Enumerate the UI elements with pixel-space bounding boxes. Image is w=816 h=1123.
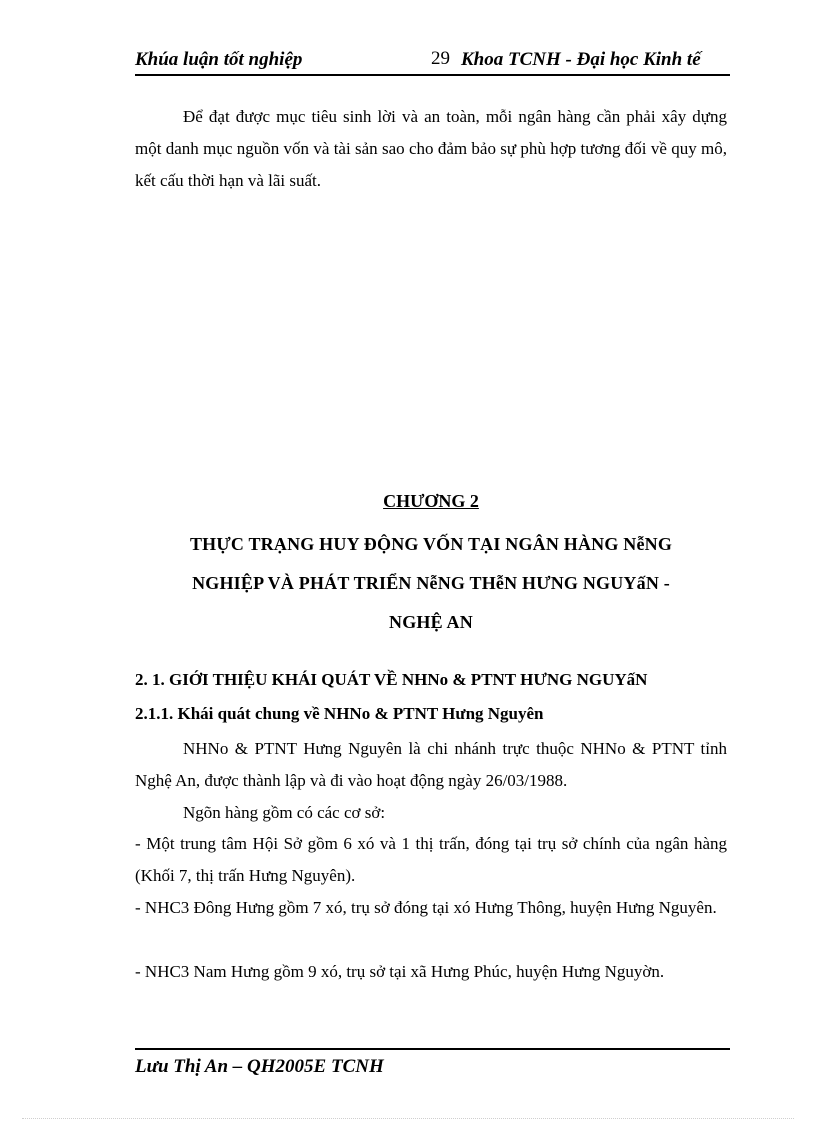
subsection-heading: 2.1.1. Khái quát chung về NHNo & PTNT Hưng Nguyên	[135, 704, 544, 723]
bullet-item: - NHC3 Đông Hưng gồm 7 xó, trụ sở đóng tại xó Hưng Thông, huyện Hưng Nguyên.	[135, 898, 717, 917]
chapter-subtitle-line: THỰC TRẠNG HUY ĐỘNG VỐN TẠI NGÂN HÀNG NễNG	[189, 534, 673, 554]
chapter-subtitle	[135, 525, 727, 642]
body-paragraph: Ngõn hàng gồm có các cơ sở:	[183, 803, 386, 822]
footer-author: Lưu Thị An – QH2005E TCNH	[135, 1056, 384, 1077]
bullet-item: - Một trung tâm Hội Sở gồm 6 xó và 1 thị trấn, đóng tại trụ sở chính của ngân hàng (Khối 7, thị trấn Hưng Nguyên).	[135, 834, 727, 885]
page-header	[135, 44, 730, 76]
chapter-subtitle-line: NGHIỆP VÀ PHÁT TRIỂN NễNG THễN HƯNG NGUYấN -	[192, 573, 670, 593]
section-heading: 2. 1. GIỚI THIỆU KHÁI QUÁT VỀ NHNo & PTNT HƯNG NGUYấN	[135, 670, 648, 689]
chapter-title: CHƯƠNG 2	[383, 491, 479, 511]
body-paragraph: NHNo & PTNT Hưng Nguyên là chi nhánh trực thuộc NHNo & PTNT tỉnh Nghệ An, được thành lập và đi vào hoạt động ngày 26/03/1988.	[135, 739, 727, 790]
page-edge-divider	[22, 1118, 794, 1119]
bullet-item: - NHC3 Nam Hưng gồm 9 xó, trụ sở tại xã Hưng Phúc, huyện Hưng Nguyờn.	[135, 962, 665, 981]
header-thesis-label: Khúa luận tốt nghiệp	[135, 49, 303, 70]
page-number: 29	[431, 48, 450, 69]
intro-paragraph: Để đạt được mục tiêu sinh lời và an toàn, mỗi ngân hàng cần phải xây dựng một danh mục nguồn vốn và tài sản sao cho đảm bảo sự phù hợp tương đối về quy mô, kết cấu thời hạn và lãi suất.	[135, 107, 727, 190]
chapter-subtitle-line: NGHỆ AN	[389, 612, 473, 632]
header-faculty-label: Khoa TCNH - Đại học Kinh tế	[461, 49, 701, 70]
page-footer	[135, 1048, 730, 1077]
